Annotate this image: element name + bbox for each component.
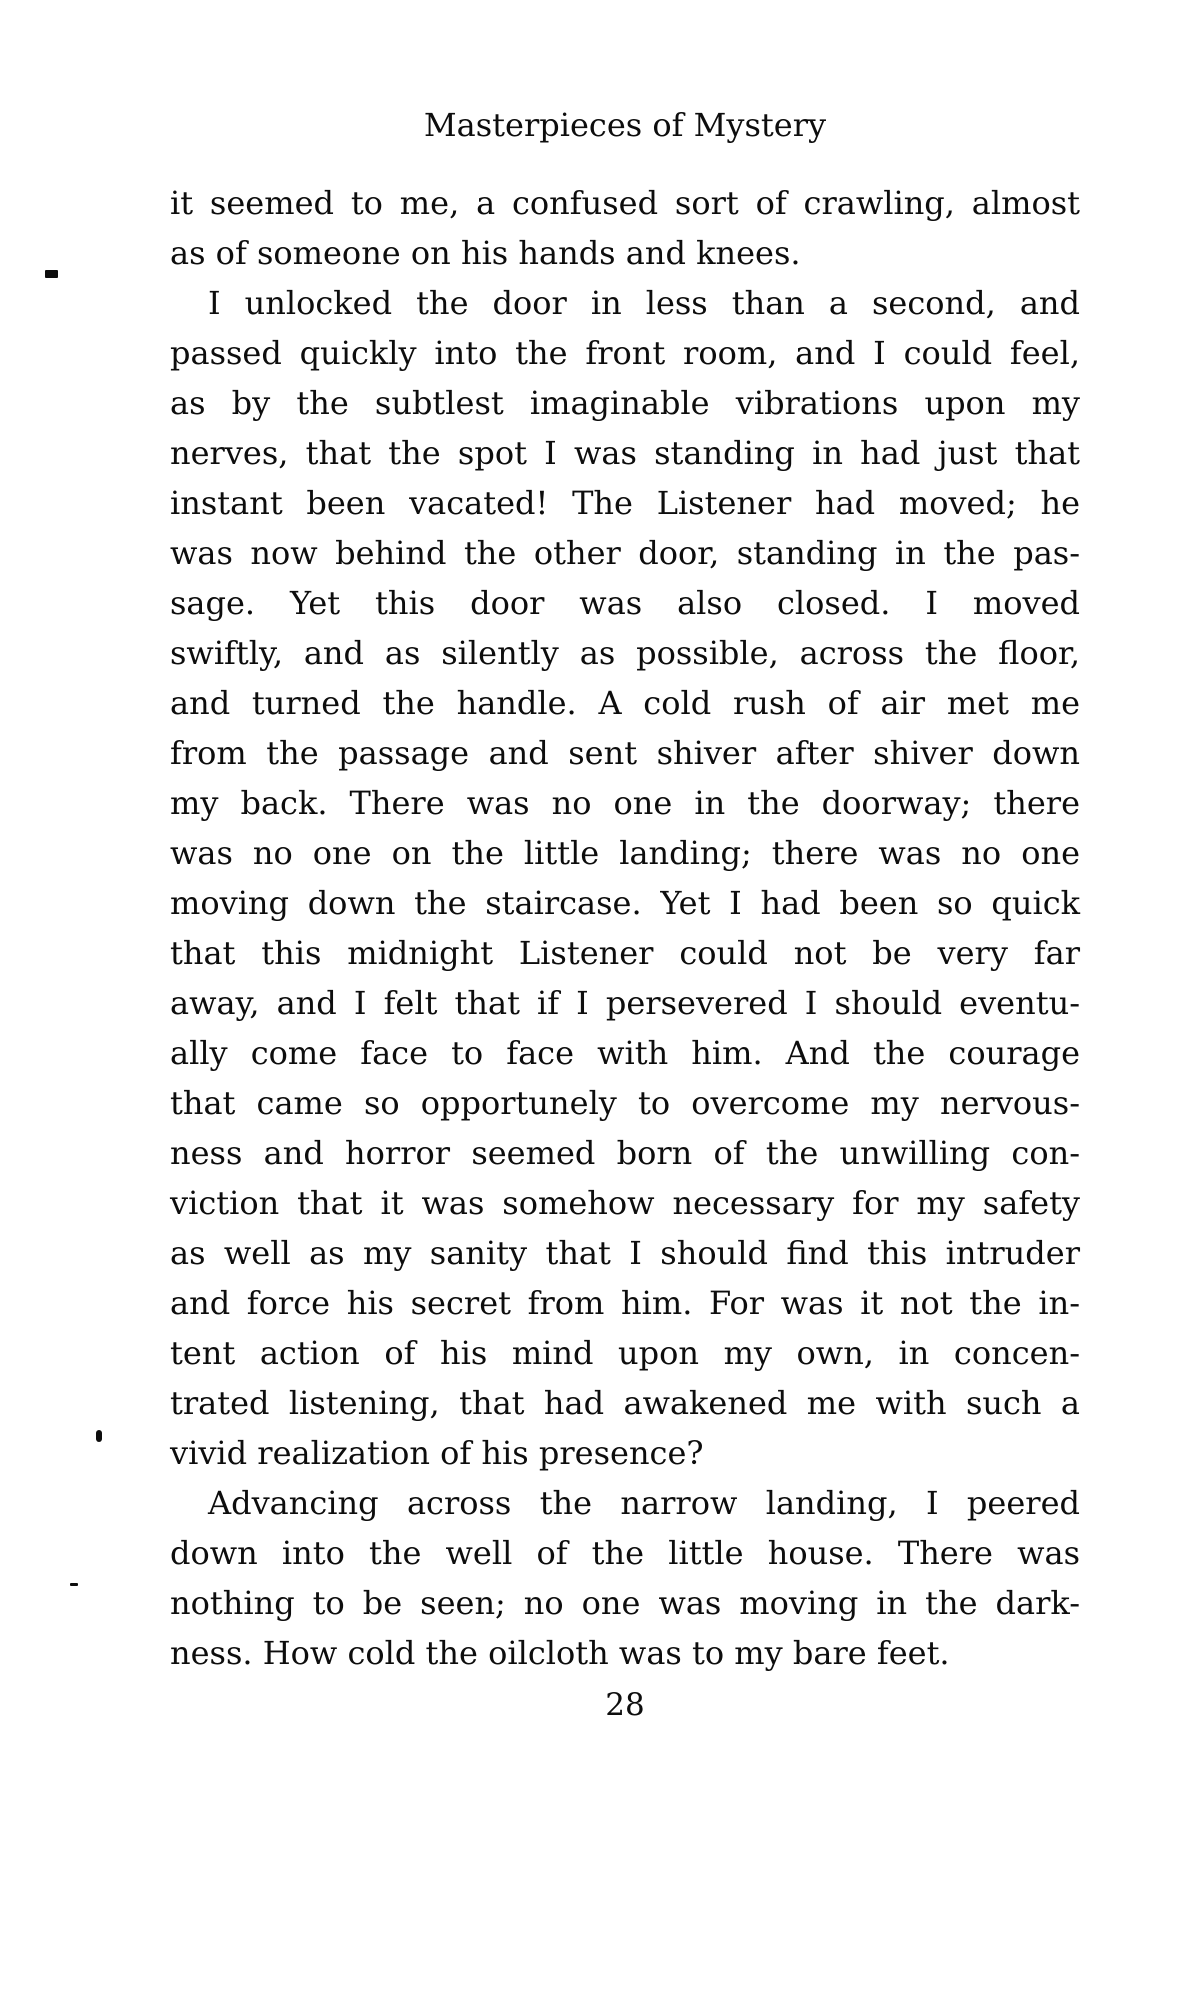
text-line: was no one on the little landing; there was no one bbox=[170, 834, 1080, 872]
text-line: and turned the handle. A cold rush of air met me bbox=[170, 684, 1080, 722]
text-line: trated listening, that had awakened me with such a bbox=[170, 1384, 1080, 1422]
text-line: that came so opportunely to overcome my nervous- bbox=[170, 1084, 1080, 1122]
text-line: as by the subtlest imaginable vibrations upon my bbox=[170, 384, 1080, 422]
text-line: sage. Yet this door was also closed. I moved bbox=[170, 584, 1080, 622]
text-line: that this midnight Listener could not be very far bbox=[170, 934, 1080, 972]
text-line: from the passage and sent shiver after shiver down bbox=[170, 734, 1080, 772]
text-line: as well as my sanity that I should find this intruder bbox=[170, 1234, 1080, 1272]
text-line: moving down the staircase. Yet I had been so quick bbox=[170, 884, 1080, 922]
scan-speck bbox=[96, 1430, 102, 1442]
text-line: and force his secret from him. For was it not the in- bbox=[170, 1284, 1080, 1322]
text-line: passed quickly into the front room, and I could feel, bbox=[170, 334, 1080, 372]
text-line: ally come face to face with him. And the courage bbox=[170, 1034, 1080, 1072]
text-line: tent action of his mind upon my own, in concen- bbox=[170, 1334, 1080, 1372]
text-line: away, and I felt that if I persevered I should eventu- bbox=[170, 984, 1080, 1022]
text-line: it seemed to me, a confused sort of crawling, almost bbox=[170, 184, 1080, 222]
text-line: ness and horror seemed born of the unwilling con- bbox=[170, 1134, 1080, 1172]
text-line: Advancing across the narrow landing, I peered bbox=[208, 1484, 1080, 1522]
page-body-text bbox=[170, 178, 1080, 1678]
text-line: nothing to be seen; no one was moving in the dark- bbox=[170, 1584, 1080, 1622]
text-line: swiftly, and as silently as possible, across the floor, bbox=[170, 634, 1080, 672]
running-header: Masterpieces of Mystery bbox=[423, 106, 827, 144]
text-line: viction that it was somehow necessary for my safety bbox=[170, 1184, 1080, 1222]
page-number: 28 bbox=[605, 1687, 645, 1723]
text-line: vivid realization of his presence? bbox=[170, 1434, 704, 1472]
text-line: ness. How cold the oilcloth was to my bare feet. bbox=[170, 1634, 950, 1672]
scan-speck bbox=[45, 270, 58, 278]
text-line: down into the well of the little house. There was bbox=[170, 1534, 1080, 1572]
text-line: instant been vacated! The Listener had moved; he bbox=[170, 484, 1080, 522]
text-line: my back. There was no one in the doorway; there bbox=[170, 784, 1080, 822]
text-line: I unlocked the door in less than a second, and bbox=[208, 284, 1080, 322]
scan-speck bbox=[70, 1583, 78, 1586]
text-line: nerves, that the spot I was standing in had just that bbox=[170, 434, 1080, 472]
text-line: was now behind the other door, standing in the pas- bbox=[170, 534, 1080, 572]
text-line: as of someone on his hands and knees. bbox=[170, 234, 801, 272]
